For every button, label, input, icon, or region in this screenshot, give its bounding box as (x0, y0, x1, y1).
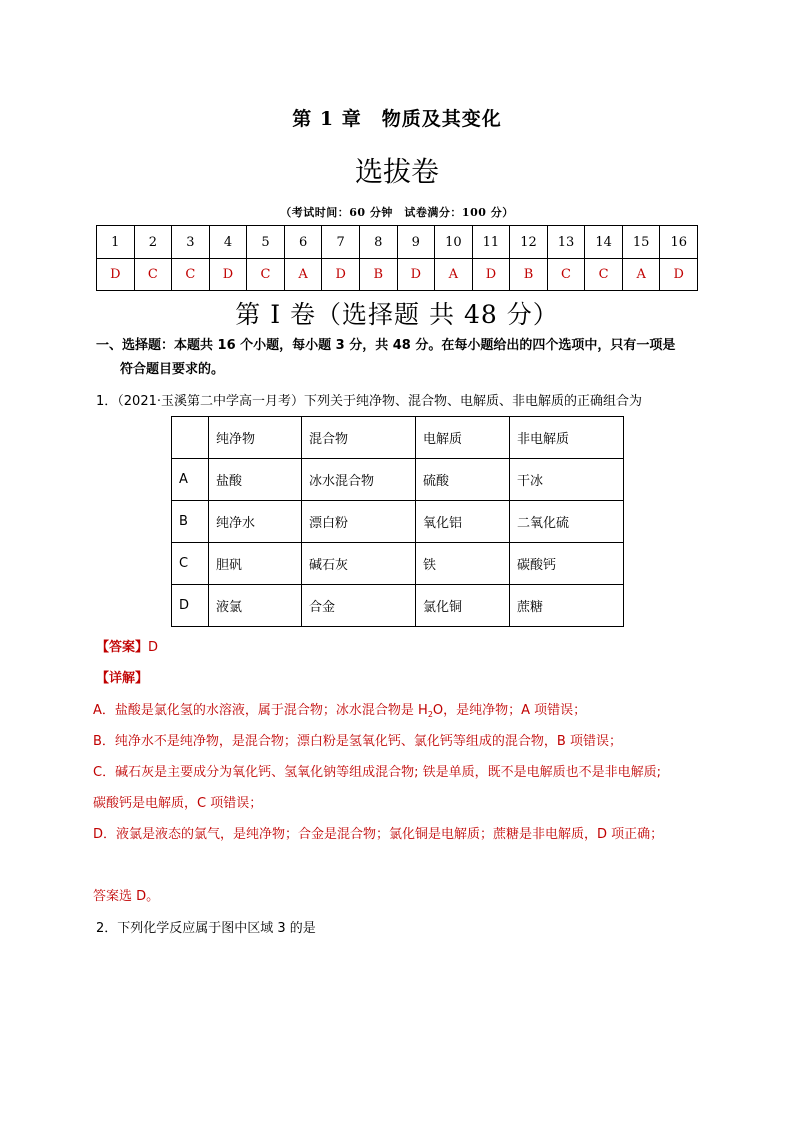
question-number-cell: 9 (397, 226, 435, 259)
option-letter-cell: C (172, 543, 209, 585)
table-cell: 蔗糖 (510, 585, 624, 627)
question-number-cell: 5 (247, 226, 285, 259)
answer-cell: C (172, 259, 210, 291)
table-cell: 二氧化硫 (510, 501, 624, 543)
question-number-cell: 14 (585, 226, 623, 259)
question-number-cell: 8 (359, 226, 397, 259)
table-cell: 冰水混合物 (302, 459, 416, 501)
final-answer: 答案选 D。 (93, 889, 160, 904)
explanation-a-tail: O，是纯净物；A 项错误； (432, 703, 587, 718)
question-number-cell: 4 (209, 226, 247, 259)
answer-key-table (96, 225, 698, 291)
header-cell (172, 417, 209, 459)
paper-subtitle: 选拔卷 (354, 155, 439, 188)
question-number-cell: 15 (622, 226, 660, 259)
header-cell: 电解质 (416, 417, 510, 459)
table-cell: 碱石灰 (302, 543, 416, 585)
answer-cell: A (435, 259, 473, 291)
answer-cell: D (472, 259, 510, 291)
answer-cell: D (97, 259, 135, 291)
header-cell: 混合物 (302, 417, 416, 459)
question-number-cell: 13 (547, 226, 585, 259)
table-row (172, 501, 624, 543)
question-number-cell: 10 (435, 226, 473, 259)
answer-cell: A (284, 259, 322, 291)
detail-label: 【详解】 (96, 671, 149, 686)
explanation-d: D．液氯是液态的氯气，是纯净物；合金是混合物；氯化铜是电解质；蔗糖是非电解质，D 项正确； (93, 827, 664, 842)
question-2-stem: 2．下列化学反应属于图中区域 3 的是 (96, 921, 316, 936)
table-cell: 液氯 (209, 585, 302, 627)
answer-cell: B (359, 259, 397, 291)
answer-key-answer-row (97, 259, 698, 291)
answer-cell: D (397, 259, 435, 291)
answer-cell: C (547, 259, 585, 291)
explanation-b: B．纯净水不是纯净物，是混合物；漂白粉是氢氧化钙、氯化钙等组成的混合物，B 项错误； (93, 734, 622, 749)
table-cell: 合金 (302, 585, 416, 627)
answer-cell: D (660, 259, 698, 291)
option-letter-cell: B (172, 501, 209, 543)
answer-cell: B (510, 259, 548, 291)
option-letter-cell: A (172, 459, 209, 501)
section-instructions-continued: 符合题目要求的。 (120, 362, 225, 377)
question-1-options-table (171, 416, 624, 627)
question-number-cell: 11 (472, 226, 510, 259)
question-1-stem: 1．（2021·玉溪第二中学高一月考）下列关于纯净物、混合物、电解质、非电解质的正确组合为 (96, 394, 642, 409)
question-number-cell: 6 (284, 226, 322, 259)
table-cell: 干冰 (510, 459, 624, 501)
option-letter-cell: D (172, 585, 209, 627)
explanation-c: C．碱石灰是主要成分为氧化钙、氢氧化钠等组成混合物; 铁是单质，既不是电解质也不是非电解质; (93, 765, 661, 780)
table-row (172, 543, 624, 585)
explanation-c-continued: 碳酸钙是电解质，C 项错误； (93, 796, 263, 811)
section-instructions: 一、选择题：本题共 16 个小题，每小题 3 分，共 48 分。在每小题给出的四个选项中，只有一项是 (96, 338, 676, 353)
answer-cell: C (247, 259, 285, 291)
table-cell: 漂白粉 (302, 501, 416, 543)
answer-key-number-row (97, 226, 698, 259)
question-number-cell: 2 (134, 226, 172, 259)
table-cell: 氧化铝 (416, 501, 510, 543)
explanation-a-text: A．盐酸是氯化氢的水溶液，属于混合物；冰水混合物是 H (93, 703, 428, 718)
table-cell: 盐酸 (209, 459, 302, 501)
explanation-a (93, 699, 705, 719)
table-row (172, 585, 624, 627)
table-cell: 胆矾 (209, 543, 302, 585)
question-number-cell: 3 (172, 226, 210, 259)
exam-info: （考试时间：60 分钟 试卷满分：100 分） (280, 206, 514, 219)
answer-value: D (148, 640, 159, 655)
chapter-title: 第 1 章 物质及其变化 (292, 108, 502, 130)
subscript-2: 2 (427, 710, 433, 719)
answer-label: 【答案】 (96, 640, 149, 655)
table-cell: 碳酸钙 (510, 543, 624, 585)
table-cell: 氯化铜 (416, 585, 510, 627)
detail-line (96, 667, 148, 686)
answer-cell: D (322, 259, 360, 291)
answer-cell: D (209, 259, 247, 291)
table-cell: 铁 (416, 543, 510, 585)
answer-cell: C (134, 259, 172, 291)
section-title: 第 I 卷（选择题 共 48 分） (235, 300, 559, 329)
header-cell: 非电解质 (510, 417, 624, 459)
question-number-cell: 1 (97, 226, 135, 259)
question-number-cell: 12 (510, 226, 548, 259)
question-number-cell: 16 (660, 226, 698, 259)
answer-cell: A (622, 259, 660, 291)
table-cell: 硫酸 (416, 459, 510, 501)
table-cell: 纯净水 (209, 501, 302, 543)
question-number-cell: 7 (322, 226, 360, 259)
table-row (172, 459, 624, 501)
header-cell: 纯净物 (209, 417, 302, 459)
options-header-row (172, 417, 624, 459)
answer-line (96, 636, 158, 655)
answer-cell: C (585, 259, 623, 291)
